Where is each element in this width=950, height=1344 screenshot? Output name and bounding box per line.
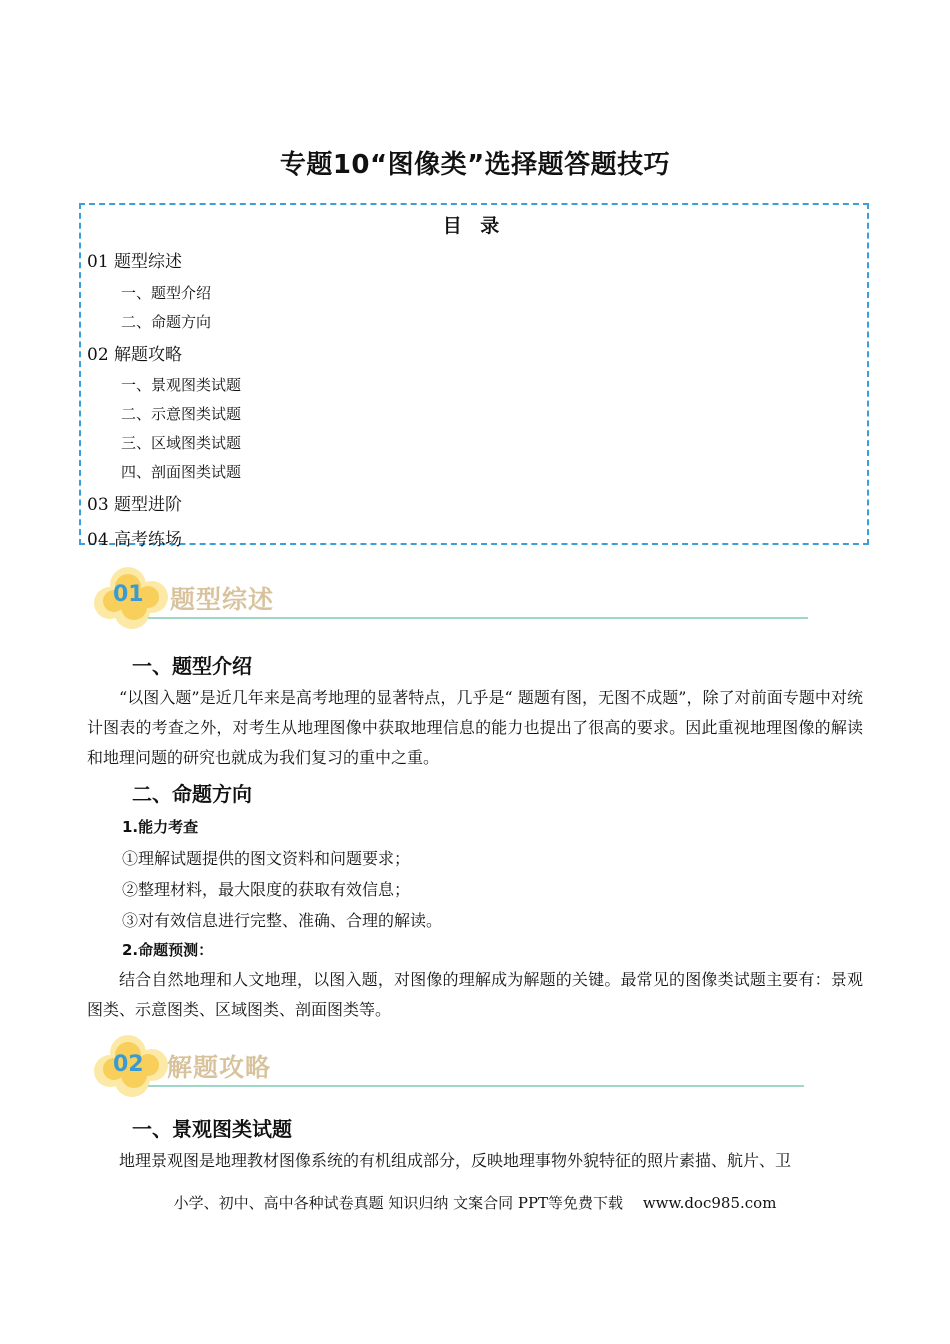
toc-item-advanced[interactable]: 03 题型进阶 (87, 495, 183, 515)
predict-paragraph: 结合自然地理和人文地理，以图入题，对图像的理解成为解题的关键。最常见的图像类试题主要有：景观图类、示意图类、区域图类、剖面图类等。 (87, 970, 863, 1019)
toc-item-overview[interactable]: 01 题型综述 (87, 252, 183, 272)
toc-item-profile[interactable]: 四、剖面图类试题 (121, 463, 242, 481)
heading-landscape: 一、景观图类试题 (132, 1117, 292, 1141)
toc-item-intro[interactable]: 一、题型介绍 (121, 284, 212, 302)
intro-paragraph: “以图入题”是近几年来是高考地理的显著特点，几乎是“ 题题有图，无图不成题”，除了对前面专题中对统计图表的考查之外，对考生从地理图像中获取地理信息的能力也提出了很高的要求。因此重视地理图像的解读和地理问题的研究也就成为我们复习的重中之重。 (87, 688, 863, 767)
landscape-paragraph: 地理景观图是地理教材图像系统的有机组成部分，反映地理事物外貌特征的照片素描、航片、卫 (119, 1151, 792, 1170)
ability-item: ③对有效信息进行完整、准确、合理的解读。 (122, 911, 443, 930)
toc-item-schematic[interactable]: 二、示意图类试题 (121, 405, 242, 423)
heading-direction: 二、命题方向 (132, 782, 252, 806)
section-number: 01 (113, 582, 144, 607)
toc-item-regional[interactable]: 三、区域图类试题 (121, 434, 242, 452)
predict-label: 2.命题预测： (122, 941, 214, 959)
section-banner-02 (92, 1033, 812, 1099)
document-title: 专题10“图像类”选择题答题技巧 (279, 150, 671, 180)
table-of-contents (79, 203, 869, 550)
toc-item-direction[interactable]: 二、命题方向 (121, 313, 212, 331)
toc-item-strategy[interactable]: 02 解题攻略 (87, 345, 183, 365)
ability-label: 1.能力考查 (122, 818, 199, 836)
ability-item: ①理解试题提供的图文资料和问题要求； (122, 849, 411, 868)
section-title: 题型综述 (170, 585, 275, 614)
section-number: 02 (113, 1052, 144, 1077)
toc-item-practice[interactable]: 04 高考练场 (87, 530, 183, 550)
toc-item-landscape[interactable]: 一、景观图类试题 (121, 376, 242, 394)
ability-item: ②整理材料，最大限度的获取有效信息； (122, 880, 411, 899)
section-title: 解题攻略 (167, 1053, 272, 1082)
section-banner-01 (92, 565, 812, 631)
toc-heading: 目 录 (442, 215, 506, 237)
page-footer: 小学、初中、高中各种试卷真题 知识归纳 文案合同 PPT等免费下载 www.doc985.com (173, 1194, 777, 1212)
heading-intro: 一、题型介绍 (132, 654, 252, 678)
